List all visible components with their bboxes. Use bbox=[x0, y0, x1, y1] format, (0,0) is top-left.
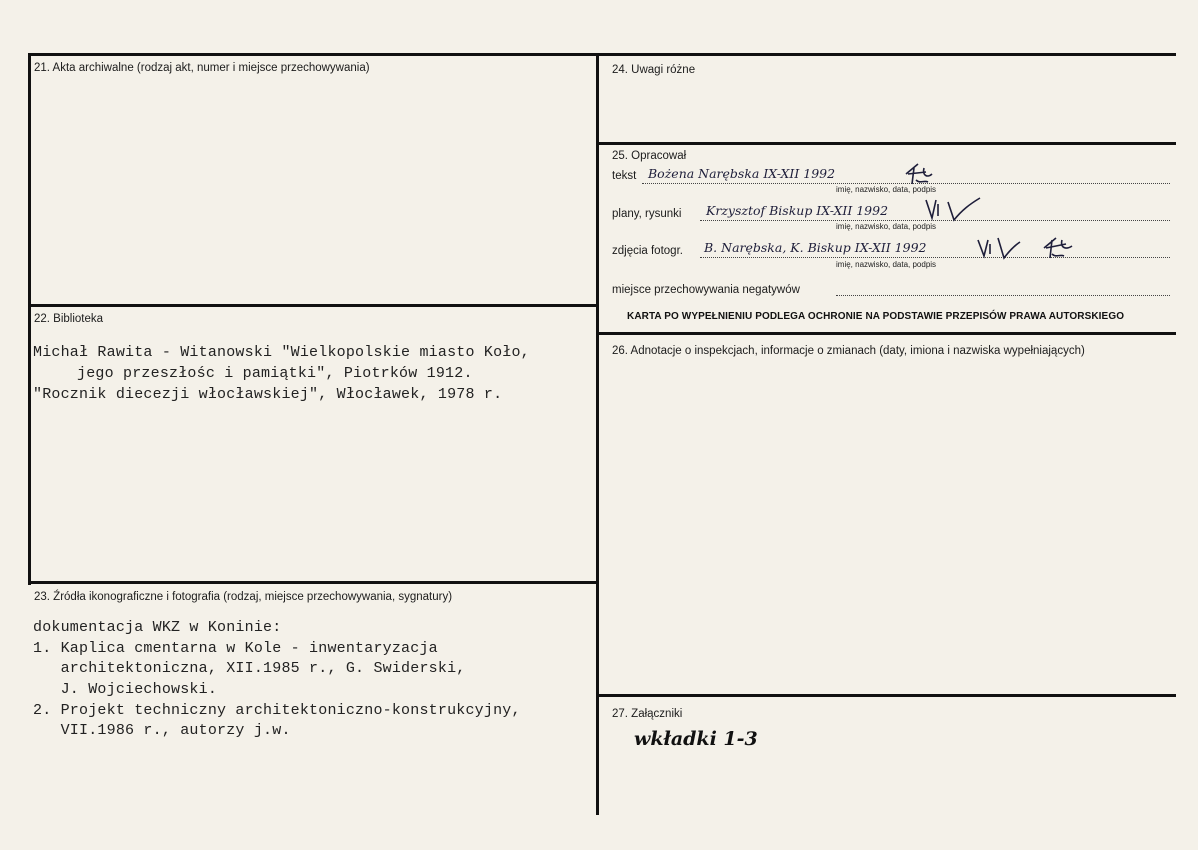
rule-21-22 bbox=[28, 304, 599, 307]
tekst-label: tekst bbox=[612, 170, 637, 182]
zrodla-line-4: J. Wojciechowski. bbox=[33, 681, 218, 698]
section-23-title: 23. Źródła ikonograficzne i fotografia (rodzaj, miejsce przechowywania, sygnatury) bbox=[34, 591, 453, 603]
zrodla-line-2: 1. Kaplica cmentarna w Kole - inwentaryzacja bbox=[33, 640, 438, 657]
zrodla-line-3: architektoniczna, XII.1985 r., G. Swiderski, bbox=[33, 660, 466, 677]
left-border bbox=[28, 53, 31, 585]
negatywy-label: miejsce przechowywania negatywów bbox=[612, 284, 800, 296]
biblioteka-line-3: "Rocznik diecezji włocławskiej", Włocławek, 1978 r. bbox=[33, 386, 503, 403]
section-26-title: 26. Adnotacje o inspekcjach, informacje o zmianach (daty, imiona i nazwiska wypełniających) bbox=[612, 345, 1085, 357]
negatywy-dotted-line bbox=[836, 295, 1170, 296]
top-rule bbox=[28, 53, 1176, 56]
plany-signature bbox=[922, 194, 982, 224]
plany-value: Krzysztof Biskup IX-XII 1992 bbox=[706, 203, 889, 218]
zdjecia-dotted-line bbox=[700, 257, 1170, 258]
center-divider bbox=[596, 53, 599, 815]
rule-22-23 bbox=[28, 581, 599, 584]
zdjecia-label: zdjęcia fotogr. bbox=[612, 245, 683, 257]
plany-caption: imię, nazwisko, data, podpis bbox=[836, 222, 937, 231]
zrodla-line-6: VII.1986 r., autorzy j.w. bbox=[33, 722, 291, 739]
zdjecia-signature bbox=[976, 232, 1076, 264]
tekst-caption: imię, nazwisko, data, podpis bbox=[836, 185, 937, 194]
biblioteka-line-1: Michał Rawita - Witanowski "Wielkopolskie miasto Koło, bbox=[33, 344, 530, 361]
zdjecia-caption: imię, nazwisko, data, podpis bbox=[836, 260, 937, 269]
section-21-title: 21. Akta archiwalne (rodzaj akt, numer i miejsce przechowywania) bbox=[34, 62, 370, 74]
section-22-title: 22. Biblioteka bbox=[34, 313, 104, 325]
zdjecia-value: B. Narębska, K. Biskup IX-XII 1992 bbox=[704, 240, 927, 255]
zrodla-line-5: 2. Projekt techniczny architektoniczno-konstrukcyjny, bbox=[33, 702, 521, 719]
tekst-value: Bożena Narębska IX-XII 1992 bbox=[648, 166, 836, 181]
plany-label: plany, rysunki bbox=[612, 208, 682, 220]
section-25-title: 25. Opracował bbox=[612, 150, 687, 162]
zrodla-line-1: dokumentacja WKZ w Koninie: bbox=[33, 619, 282, 636]
rule-26-27 bbox=[596, 694, 1176, 697]
rule-25-26 bbox=[596, 332, 1176, 335]
section-24-title: 24. Uwagi różne bbox=[612, 64, 696, 76]
section-27-title: 27. Załączniki bbox=[612, 708, 683, 720]
biblioteka-line-2: jego przeszłośc i pamiątki", Piotrków 1912. bbox=[77, 365, 473, 382]
zalaczniki-value: wkładki 1-3 bbox=[634, 728, 758, 750]
rule-24-25 bbox=[596, 142, 1176, 145]
copyright-notice: KARTA PO WYPEŁNIENIU PODLEGA OCHRONIE NA PODSTAWIE PRZEPISÓW PRAWA AUTORSKIEGO bbox=[627, 311, 1125, 322]
